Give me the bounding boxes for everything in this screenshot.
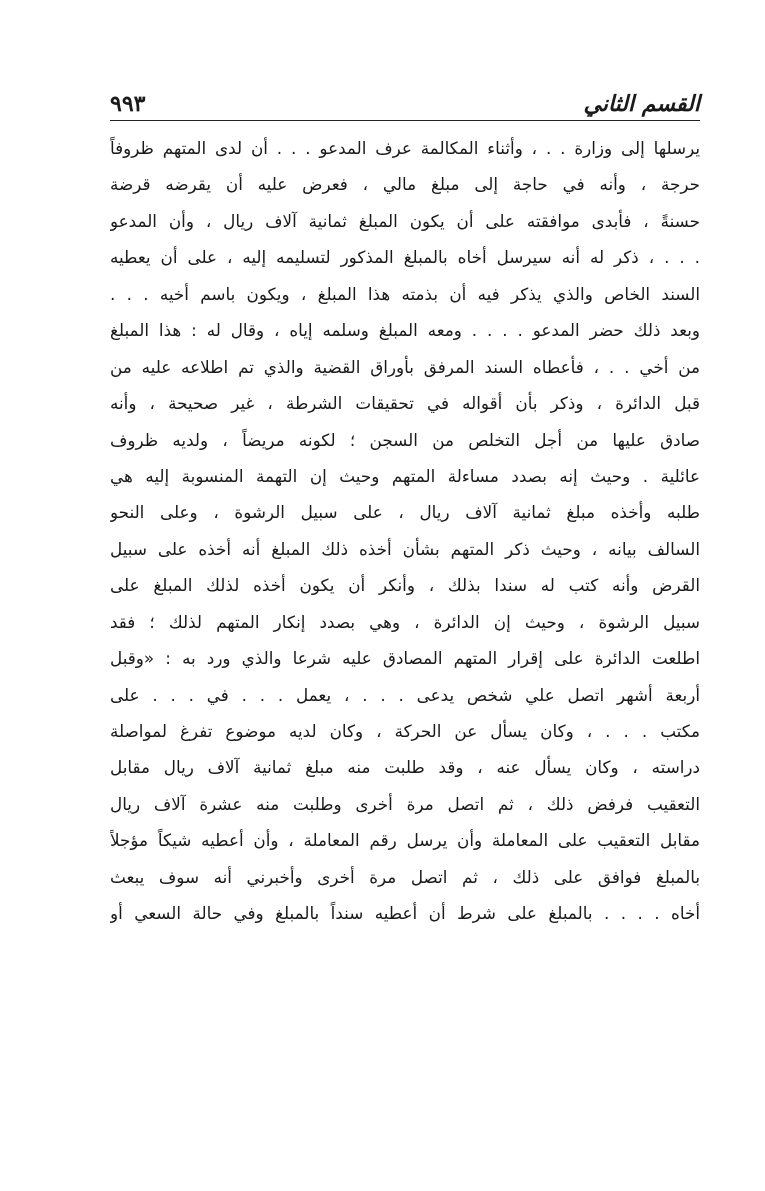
text-line: مكتب . . . ، وكان يسأل عن الحركة ، وكان لديه موضوع تفرغ لمواصلة <box>110 721 700 741</box>
text-line: القرض وأنه كتب له سندا بذلك ، وأنكر أن يكون أخذه لذلك المبلغ على <box>110 575 700 596</box>
text-line: اطلعت الدائرة على إقرار المتهم المصادق عليه شرعا والذي ورد به : «وقبل <box>110 648 700 669</box>
header-rule <box>110 120 700 121</box>
text-line: صادق عليها من أجل التخلص من السجن ؛ لكونه مريضاً ، ولديه ظروف <box>110 429 700 450</box>
text-line: طلبه وأخذه مبلغ ثمانية آلاف ريال ، على سبيل الرشوة ، وعلى النحو <box>110 502 700 523</box>
text-line: السند الخاص والذي يذكر فيه أن بذمته هذا المبلغ ، ويكون باسم أخيه . . . <box>110 283 700 304</box>
text-line: عائلية . وحيث إنه بصدد مساءلة المتهم وحيث إن التهمة المنسوبة إليه هي <box>110 465 700 486</box>
text-line: سبيل الرشوة ، وحيث إن الدائرة ، وهي بصدد إنكار المتهم لذلك ؛ فقد <box>110 611 700 632</box>
page-number: ٩٩٣ <box>110 91 146 117</box>
text-line: السالف بيانه ، وحيث ذكر المتهم بشأن أخذه ذلك المبلغ أنه أخذه على سبيل <box>110 538 700 559</box>
text-line: قبل الدائرة ، وذكر بأن أقواله في تحقيقات الشرطة ، غير صحيحة ، وأنه <box>110 393 700 414</box>
text-line: حرجة ، وأنه في حاجة إلى مبلغ مالي ، فعرض عليه أن يقرضه قرضة <box>110 174 700 195</box>
text-line: يرسلها إلى وزارة . . ، وأثناء المكالمة عرف المدعو . . . أن لدى المتهم ظروفاً <box>110 138 700 158</box>
text-line: أخاه . . . . بالمبلغ على شرط أن أعطيه سنداً بالمبلغ وفي حالة السعي أو <box>110 903 700 924</box>
text-line: دراسته ، وكان يسأل عنه ، وقد طلبت منه مبلغ ثمانية آلاف ريال مقابل <box>110 757 700 778</box>
text-line: حسنةً ، فأبدى موافقته على أن يكون المبلغ ثمانية آلاف ريال ، وأن المدعو <box>110 210 700 231</box>
section-title: القسم الثاني <box>583 91 700 117</box>
text-line: وبعد ذلك حضر المدعو . . . . ومعه المبلغ وسلمه إياه ، وقال له : هذا المبلغ <box>110 320 700 341</box>
text-line: التعقيب فرفض ذلك ، ثم اتصل مرة أخرى وطلبت منه عشرة آلاف ريال <box>110 793 700 814</box>
text-line: مقابل التعقيب على المعاملة وأن يرسل رقم المعاملة ، وأن أعطيه شيكاً مؤجلاً <box>110 830 700 851</box>
text-line: بالمبلغ فوافق على ذلك ، ثم اتصل مرة أخرى وأخبرني أنه سوف يبعث <box>110 866 700 887</box>
text-line: أربعة أشهر اتصل علي شخص يدعى . . . ، يعمل . . . في . . . على <box>110 684 700 705</box>
running-header <box>110 86 700 118</box>
body-text <box>110 130 700 932</box>
text-line: . . . ، ذكر له أنه سيرسل أخاه بالمبلغ المذكور لتسليمه إليه ، على أن يعطيه <box>110 247 700 268</box>
text-line: من أخي . . ، فأعطاه السند المرفق بأوراق القضية والذي تم اطلاعه عليه من <box>110 356 700 377</box>
